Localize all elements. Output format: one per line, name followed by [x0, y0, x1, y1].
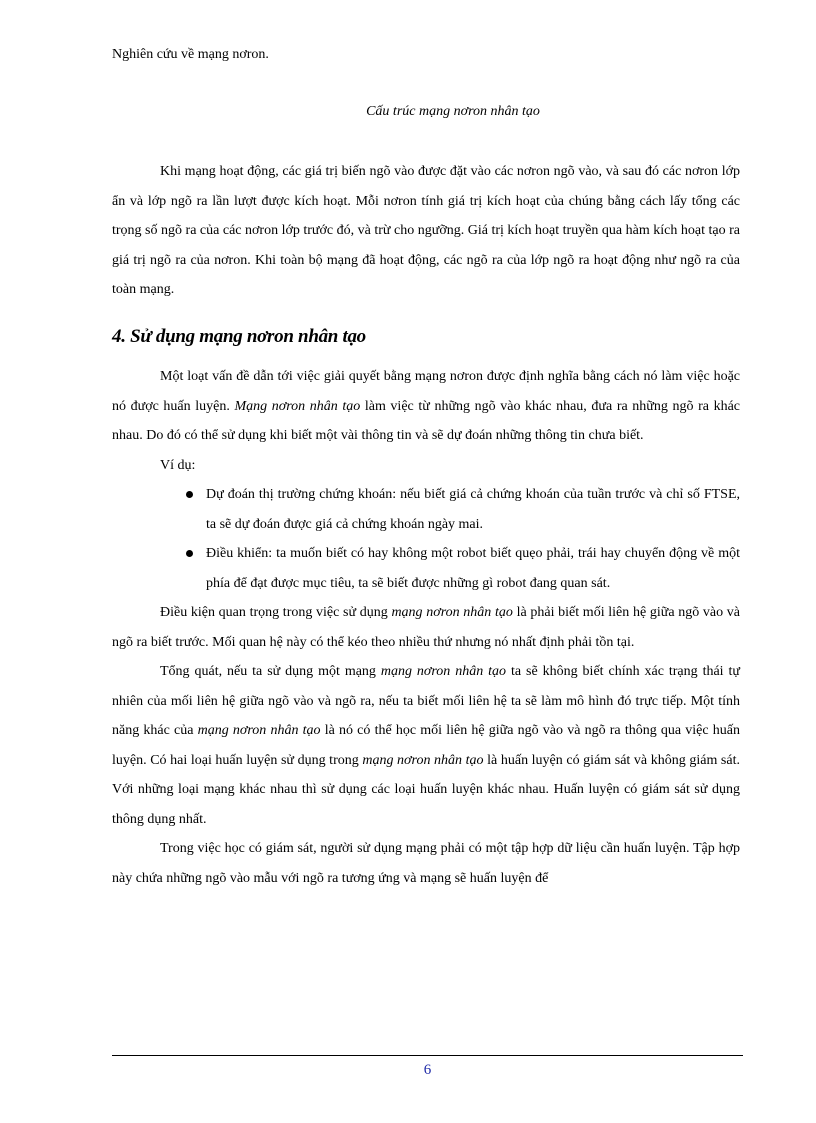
bullet-icon — [186, 491, 193, 498]
emphasis-term: mạng nơron nhân tạo — [362, 752, 484, 768]
footer-divider — [112, 1055, 743, 1056]
paragraph-text: là huấn luyện có giám sát và không giám sát. Với những loại mạng khác nhau thì sử dụng các loại huấn luyện khác nhau. Huấn luyện có giám sát sử dụng thông dụng nhất. — [112, 752, 740, 827]
emphasis-term: mạng nơron nhân tạo — [197, 723, 321, 738]
paragraph-text: là nó có thể học mối liên hệ giữa ngõ vào và ngõ ra thông qua việc huấn luyện. Có hai loại huấn luyện sử dụng trong — [112, 723, 740, 768]
emphasis-term: Mạng nơron nhân tạo — [234, 398, 361, 414]
section-heading: 4. Sử dụng mạng nơron nhân tạo — [112, 326, 366, 347]
example-label: Ví dụ: — [160, 457, 196, 473]
paragraph-condition — [112, 598, 740, 657]
example-list — [112, 480, 740, 598]
paragraph-usage-intro — [112, 362, 740, 451]
emphasis-term: mạng nơron nhân tạo — [380, 664, 507, 679]
section-body — [112, 362, 740, 893]
list-item — [112, 539, 740, 598]
paragraph-text: ta sẽ không biết chính xác trạng thái tự nhiên của mối liên hệ giữa ngõ vào và ngõ ra, nếu ta biết mối liên hệ ta sẽ làm mô hình đó trực tiếp. Một tính năng khác của — [112, 664, 740, 738]
list-item-text: Điều khiển: ta muốn biết có hay không một robot biết quẹo phải, trái hay chuyển động về một phía để đạt được mục tiêu, ta sẽ biết được những gì robot đang quan sát. — [206, 546, 740, 591]
paragraph-supervised: Trong việc học có giám sát, người sử dụng mạng phải có một tập hợp dữ liệu cần huấn luyện. Tập hợp này chứa những ngõ vào mẫu với ngõ ra tương ứng và mạng sẽ huấn luyện để — [112, 841, 740, 886]
list-item — [112, 480, 740, 539]
list-item-text: Dự đoán thị trường chứng khoán: nếu biết giá cả chứng khoán của tuần trước và chỉ số FTSE, ta sẽ dự đoán được giá cả chứng khoán ngày mai. — [206, 487, 740, 532]
bullet-icon — [186, 550, 193, 557]
paragraph-text: làm việc từ những ngõ vào khác nhau, đưa ra những ngõ ra khác nhau. Do đó có thể sử dụng khi biết một vài thông tin và sẽ dự đoán những thông tin chưa biết. — [112, 398, 741, 443]
figure-caption: Cấu trúc mạng nơron nhân tạo — [366, 104, 540, 119]
emphasis-term: mạng nơron nhân tạo — [391, 605, 513, 620]
running-header: Nghiên cứu về mạng nơron. — [112, 47, 269, 62]
paragraph-text: là phải biết mối liên hệ giữa ngõ vào và ngõ ra biết trước. Mối quan hệ này có thể kéo theo nhiều thứ nhưng nó nhất định phải tồn tại. — [112, 605, 740, 650]
page-number: 6 — [423, 1062, 432, 1078]
paragraph-text: Một loạt vấn đề dẫn tới việc giải quyết bằng mạng nơron được định nghĩa bằng cách nó làm việc hoặc nó được huấn luyện. — [112, 369, 740, 414]
paragraph-text: Tổng quát, nếu ta sử dụng một mạng — [160, 664, 381, 679]
paragraph-text: Điều kiện quan trọng trong việc sử dụng — [160, 605, 392, 620]
paragraph-general — [112, 657, 740, 834]
paragraph-network-operation — [112, 157, 740, 305]
paragraph-text: Khi mạng hoạt động, các giá trị biến ngõ vào được đặt vào các nơron ngõ vào, và sau đó các nơron lớp ẩn và lớp ngõ ra lần lượt được kích hoạt. Mỗi nơron tính giá trị kích hoạt của chúng bằng cách lấy tổng các trọng số ngõ ra của các nơron lớp trước đó, và trừ cho ngưỡng. Giá trị kích hoạt truyền qua hàm kích hoạt tạo ra giá trị ngõ ra của nơron. Khi toàn bộ mạng đã hoạt động, các ngõ ra của lớp ngõ ra hoạt động như ngõ ra của toàn mạng. — [112, 164, 740, 297]
